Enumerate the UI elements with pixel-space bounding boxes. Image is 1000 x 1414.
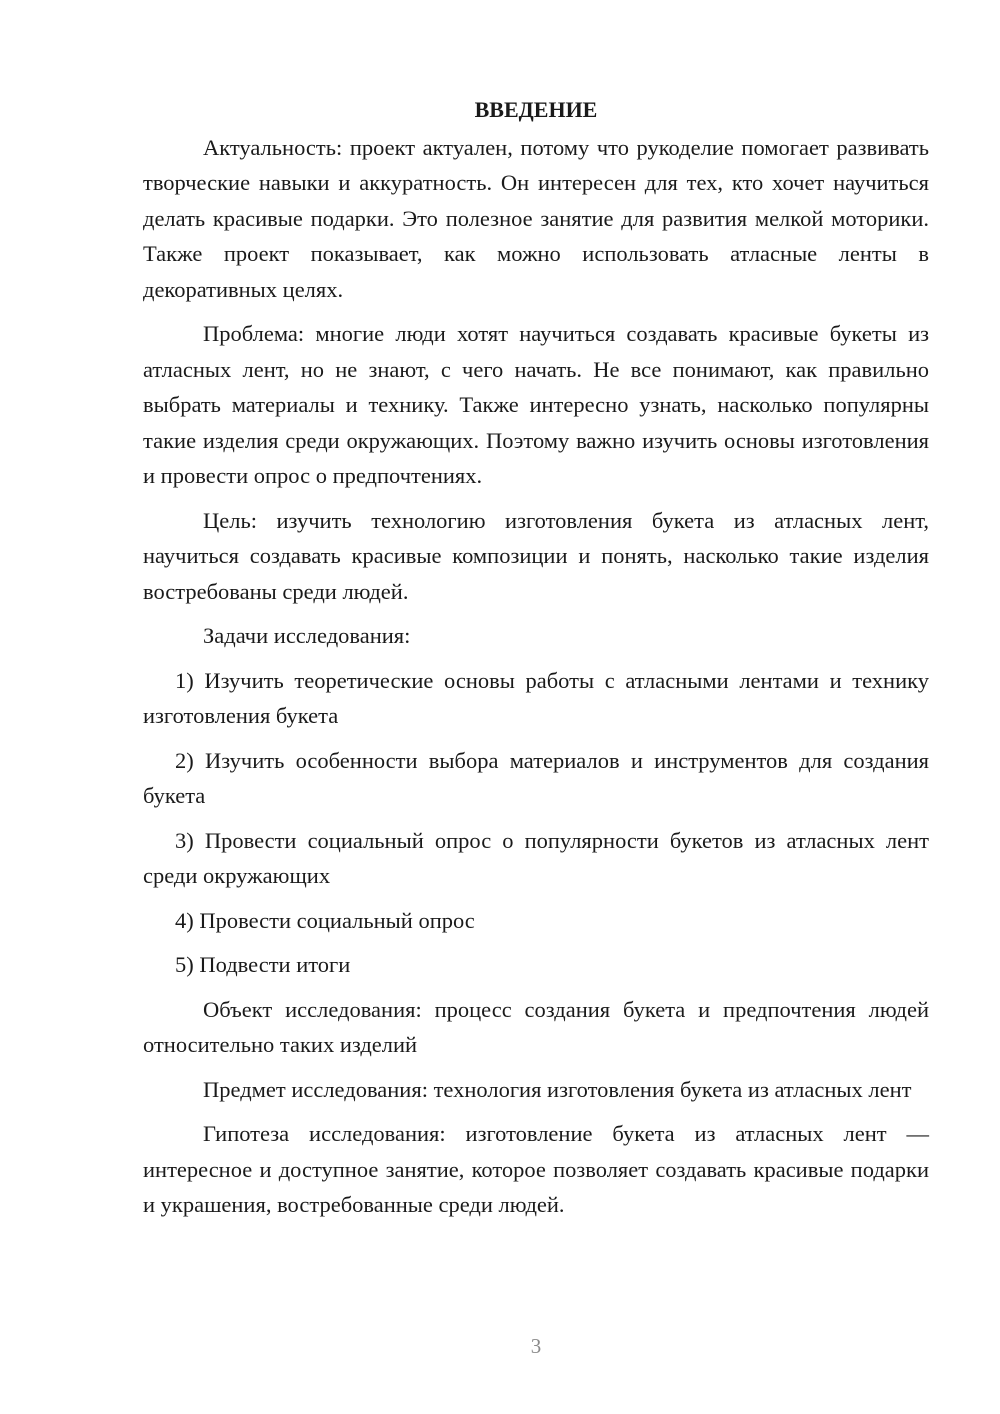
subject-paragraph: Предмет исследования: технология изготовления букета из атласных лент [203, 1076, 912, 1102]
task-item: 1) Изучить теоретические основы работы с атласными лентами и технику изготовления букета [143, 667, 929, 728]
section-heading: ВВЕДЕНИЕ [474, 97, 598, 122]
relevance-paragraph: Актуальность: проект актуален, потому что рукоделие помогает развивать творческие навыки и аккуратность. Он интересен для тех, кто хочет научиться делать красивые подарки. Это полезное занятие для развития мелкой моторики. Также проект показывает, как можно использовать атласные ленты в декоративных целях. [143, 134, 929, 302]
goal-paragraph: Цель: изучить технологию изготовления букета из атласных лент, научиться создавать красивые композиции и понять, насколько такие изделия востребованы среди людей. [143, 507, 929, 604]
problem-paragraph: Проблема: многие люди хотят научиться создавать красивые букеты из атласных лент, но не знают, с чего начать. Не все понимают, как правильно выбрать материалы и технику. Также интересно узнать, насколько популярны такие изделия среди окружающих. Поэтому важно изучить основы изготовления и провести опрос о предпочтениях. [143, 321, 929, 488]
task-item: 5) Подвести итоги [175, 952, 351, 977]
page-number: 3 [530, 1334, 542, 1358]
object-paragraph: Объект исследования: процесс создания букета и предпочтения людей относительно таких изделий [143, 996, 929, 1057]
document-body [143, 92, 929, 1232]
task-item: 2) Изучить особенности выбора материалов и инструментов для создания букета [143, 747, 929, 808]
tasks-heading: Задачи исследования: [203, 623, 411, 648]
hypothesis-paragraph: Гипотеза исследования: изготовление букета из атласных лент — интересное и доступное занятие, которое позволяет создавать красивые подарки и украшения, востребованные среди людей. [143, 1121, 929, 1217]
task-item: 3) Провести социальный опрос о популярности букетов из атласных лент среди окружающих [143, 827, 929, 888]
task-item: 4) Провести социальный опрос [175, 907, 475, 933]
